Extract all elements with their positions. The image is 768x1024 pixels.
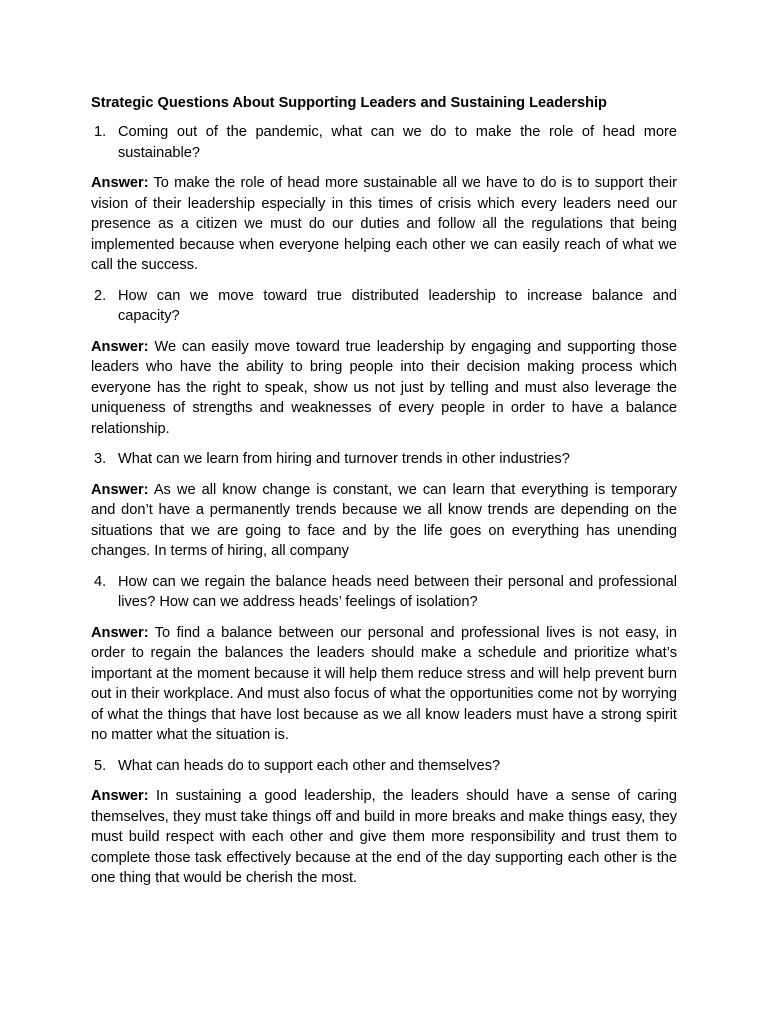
- question-number: 2.: [94, 287, 107, 304]
- answer-label: Answer:: [91, 624, 149, 641]
- question-item: [91, 286, 677, 327]
- answer-text: To find a balance between our personal and professional lives is not easy, in order to regain the balances the leaders should make a schedule and prioritize what’s important at the moment because it will help them reduce stress and will help prevent burn out in their workplace. And must also focus of what the opportunities come not by worrying of what the things that have lost because as we all know leaders must have a strong spirit no matter what the situation is.: [91, 624, 677, 743]
- answer-label: Answer:: [91, 175, 149, 191]
- question-item: [91, 449, 677, 470]
- question-number: 1.: [94, 124, 107, 140]
- question-text: How can we move toward true distributed leadership to increase balance and capacity?: [118, 287, 677, 324]
- answer-label: Answer:: [91, 788, 149, 804]
- answer-text: In sustaining a good leadership, the leaders should have a sense of caring themselves, they must take things off and build in more breaks and make things easy, they must build respect with each other and give them more responsibility and trust them to complete those task effectively because at the end of the day supporting each other is the one thing that would be cherish the most.: [91, 788, 678, 886]
- question-number: 3.: [94, 451, 107, 467]
- answer-text: We can easily move toward true leadership by engaging and supporting those leaders who have the ability to bring people into their decision making process which everyone has the right to speak, show us not just by telling and must also leverage the uniqueness of strengths and weaknesses of every people in order to have a balance relationship.: [91, 338, 677, 437]
- question-text: Coming out of the pandemic, what can we do to make the role of head more sustainable?: [118, 124, 677, 161]
- answer-text: To make the role of head more sustainable all we have to do is to support their vision of their leadership especially in this times of crisis which every leaders need our presence as a citizen we must do our duties and follow all the regulations that being implemented because when everyone helping each other we can easily reach of what we call the success.: [91, 175, 677, 273]
- answer-label: Answer:: [91, 481, 149, 498]
- question-number: 4.: [94, 573, 107, 590]
- question-item: [91, 122, 677, 163]
- document-title: Strategic Questions About Supporting Leaders and Sustaining Leadership: [91, 95, 607, 111]
- answer-paragraph: [91, 480, 677, 562]
- answer-paragraph: [91, 623, 677, 746]
- answer-paragraph: [91, 786, 677, 889]
- answer-text: As we all know change is constant, we can learn that everything is temporary and don’t have a permanently trends because we all know trends are depending on the situations that we are going to face and by the life goes on everything has unending changes. In terms of hiring, all company: [91, 481, 678, 559]
- question-text: What can we learn from hiring and turnover trends in other industries?: [118, 451, 570, 467]
- question-item: [91, 756, 677, 777]
- answer-label: Answer:: [91, 338, 149, 355]
- question-number: 5.: [94, 757, 107, 774]
- answer-paragraph: [91, 337, 677, 440]
- answer-paragraph: [91, 173, 677, 276]
- question-item: [91, 572, 677, 613]
- question-text: How can we regain the balance heads need between their personal and professional lives? How can we address heads’ feelings of isolation?: [118, 573, 677, 610]
- question-text: What can heads do to support each other and themselves?: [118, 757, 501, 774]
